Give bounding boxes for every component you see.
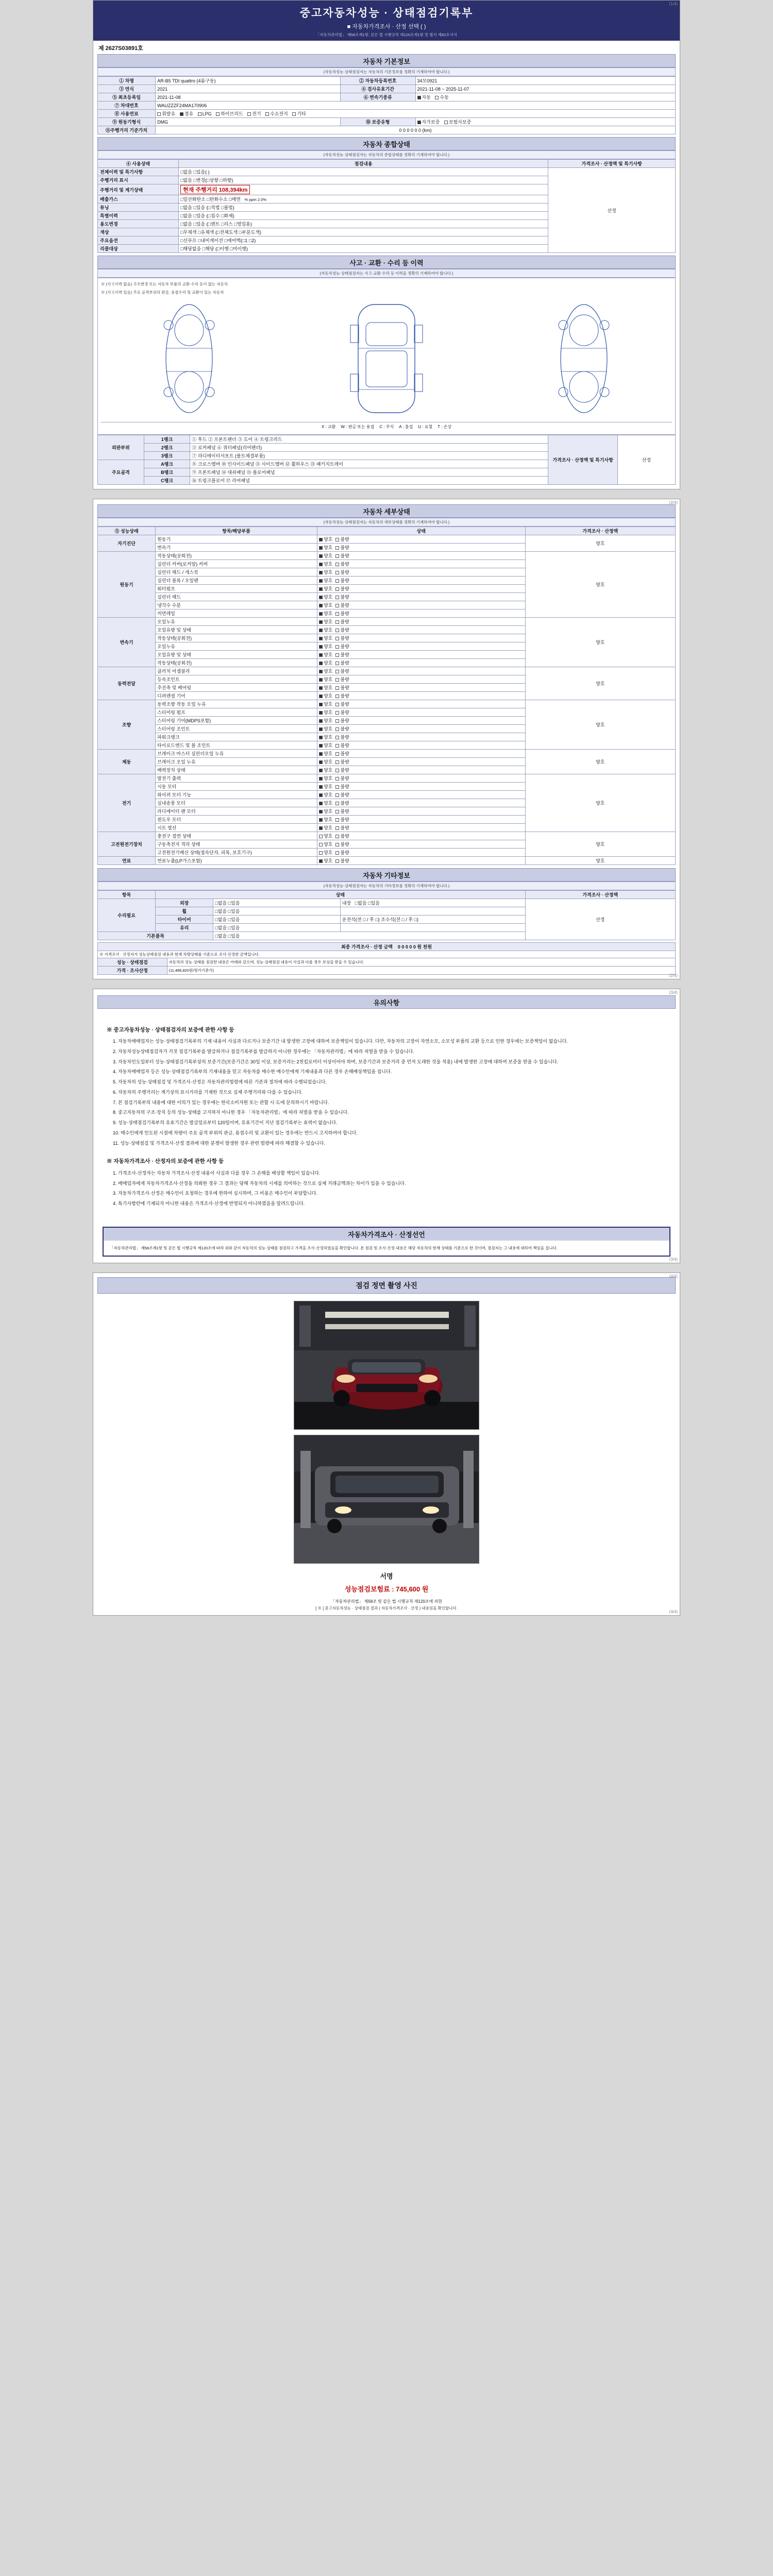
detail-price-hv: 양호 [525, 832, 675, 856]
detail-item-engine-4: 워터펌프 [156, 584, 317, 592]
cell-label-engine: ⑨ 원동기형식 [98, 118, 156, 126]
rank-value-2: ⑤ 로커패널 ⑥ 쿼터패널(리어펜더) [190, 443, 548, 451]
fuel-option-hybrid[interactable]: 하이브리드 [216, 110, 243, 117]
transmission-option-auto[interactable]: 자동 [417, 94, 431, 100]
detail-price-steering: 양호 [525, 700, 675, 749]
document-title: 중고자동차성능 · 상태점검기록부 [299, 7, 474, 19]
inspection-photo-front [294, 1301, 479, 1430]
section-detail-state-sub: (자동차성능·상태점검자는 자동차의 세부상태를 정확히 기재하여야 합니다.) [97, 518, 676, 527]
car-diagram-right-side [545, 299, 623, 418]
cell-label-carname: ① 차명 [98, 77, 156, 85]
fuel-option-lpg[interactable]: LPG [198, 111, 212, 116]
detail-state-engine-7[interactable]: 양호 불량 [317, 609, 525, 617]
rank-value-3: ⑦ 라디에이터서포트 (볼트체결부품) [190, 451, 548, 460]
detail-state-steer-1[interactable]: 양호 불량 [317, 708, 525, 716]
notice-title-1: ※ 중고자동차성능 · 상태점검자의 보증에 관한 사항 등 [107, 1026, 234, 1033]
detail-price-brake: 양호 [525, 749, 675, 774]
detail-state-steer-3[interactable]: 양호 불량 [317, 724, 525, 733]
other-item-glass: 유리 [156, 923, 213, 931]
other-col-content: 상태 [156, 890, 525, 899]
detail-item-elec-2: 와이퍼 모터 기능 [156, 790, 317, 799]
legend-item-a: A : 흠집 [399, 424, 413, 429]
detail-state-steer-0[interactable]: 양호 불량 [317, 700, 525, 708]
cell-label-transmission: ⑥ 변속기종류 [340, 93, 415, 101]
detail-state-steer-5[interactable]: 양호 불량 [317, 741, 525, 749]
cell-label-plate: ② 자동차등록번호 [340, 77, 415, 85]
photo-gallery [93, 1298, 680, 1569]
page4-corner-tag: (4/4) [669, 1274, 678, 1279]
other-value-basic-items[interactable]: □없음 □있음 [213, 931, 525, 940]
page-1 [93, 0, 680, 489]
detail-item-engine-3: 실린더 블록 / 오일팬 [156, 576, 317, 584]
accident-price-label: 가격조사 · 산정액 및 특기사항 [548, 435, 618, 484]
detail-state-drive-0[interactable]: 양호 불량 [317, 667, 525, 675]
detail-item-brake-1: 브레이크 오일 누유 [156, 757, 317, 766]
warranty-option-insurer[interactable]: 보험사보증 [444, 118, 471, 125]
other-group-basic-items: 기본품목 [98, 931, 213, 940]
transmission-option-manual[interactable]: 수동 [435, 94, 448, 100]
final-price-title: 최종 가격조사 · 산정 금액 0 0 0 0 0 원 천원 [98, 942, 676, 951]
detail-state-drive-2[interactable]: 양호 불량 [317, 683, 525, 691]
detail-state-elec-0[interactable]: 양호 불량 [317, 774, 525, 782]
other-item-wheel: 휠 [156, 907, 213, 915]
detail-state-trans-0[interactable]: 양호 불량 [317, 617, 525, 625]
detail-item-engine-0: 작동상태(공회전) [156, 551, 317, 560]
cell-value-transmission [415, 93, 675, 101]
detail-price-fuel: 양호 [525, 856, 675, 865]
detail-state-elec-2[interactable]: 양호 불량 [317, 790, 525, 799]
detail-price-transmission: 양호 [525, 617, 675, 667]
detail-state-elec-4[interactable]: 양호 불량 [317, 807, 525, 815]
declaration-box [103, 1227, 670, 1257]
section-overall-state-header: 자동차 종합상태 [97, 137, 676, 150]
row-value-options[interactable]: □선루프 □내비게이션 □에어백(□1 □2) [178, 236, 548, 245]
fuel-option-hydrogen[interactable]: 수소전지 [265, 110, 288, 117]
detail-item-steer-5: 타이로드엔드 및 볼 조인트 [156, 741, 317, 749]
row-value-odometer-change[interactable]: □없음 □변경(□상향 □하향) [178, 176, 548, 184]
fuel-option-other[interactable]: 기타 [292, 110, 306, 117]
detail-price-engine: 양호 [525, 551, 675, 617]
detail-group-hv: 고전원전기장치 [98, 832, 156, 856]
cell-label-fuel: ⑧ 사용연료 [98, 110, 156, 118]
detail-price-electric: 양호 [525, 774, 675, 832]
row-label-emissions: 배출가스 [98, 195, 179, 204]
detail-state-engine-5[interactable]: 양호 불량 [317, 592, 525, 601]
cell-value-plate: 34모0921 [415, 77, 675, 85]
detail-col-3: 상태 [317, 527, 525, 535]
detail-item-elec-5: 윈도우 모터 [156, 815, 317, 823]
detail-state-trans-3[interactable]: 양호 불량 [317, 642, 525, 650]
row-value-emissions[interactable]: □일산화탄소 □탄화수소 □매연 % ppm 2.0% [178, 195, 548, 204]
detail-item-trans-3: 오일누유 [156, 642, 317, 650]
footer-note-2: [ ※ ] 중고자동차성능 · 상태점검 결과 ( 자동차가격조사 · 산정 ) 내용임을 확인합니다. [315, 1606, 458, 1611]
other-item-tire: 타이어 [156, 915, 213, 923]
detail-state-table [97, 527, 676, 865]
row-label-odometer: 주행거리 및 계기상태 [98, 184, 179, 195]
detail-state-elec-6[interactable]: 양호 불량 [317, 823, 525, 832]
detail-item-steer-0: 동력조향 작동 오일 누유 [156, 700, 317, 708]
damage-legend [101, 422, 672, 431]
notice-item-6: 6. 자동차의 주행거리는 계기상의 표시거리를 기재한 것으로 실제 주행거리와 다를 수 있습니다. [113, 1089, 303, 1095]
row-value-accident-history[interactable]: □없음 □있음( ) [178, 168, 548, 176]
section-basic-info-header: 자동차 기본정보 [97, 54, 676, 67]
detail-state-engine-3[interactable]: 양호 불량 [317, 576, 525, 584]
detail-state-brake-1[interactable]: 양호 불량 [317, 757, 525, 766]
col-header-item: ④ 사용상태 [98, 160, 179, 168]
detail-item-elec-0: 발전기 출력 [156, 774, 317, 782]
cell-value-warranty [415, 118, 675, 126]
detail-item-trans-2: 작동상태(공회전) [156, 634, 317, 642]
section-overall-state-sub: (자동차성능·상태점검자는 자동차의 종합상태를 정확히 기재하여야 합니다.) [97, 150, 676, 159]
cell-label-warranty: ⑩ 보증유형 [340, 118, 415, 126]
fuel-option-gasoline[interactable]: 휘발유 [157, 110, 175, 117]
detail-state-engine-2[interactable]: 양호 불량 [317, 568, 525, 576]
detail-group-engine: 원동기 [98, 551, 156, 617]
document-title-block [93, 1, 680, 41]
detail-item-drive-2: 추진축 및 베어링 [156, 683, 317, 691]
inspection-photo-lift [294, 1435, 479, 1564]
detail-item-brake-0: 브레이크 마스터 실린더오일 누유 [156, 749, 317, 757]
detail-col-4: 가격조사 · 산정액 [525, 527, 675, 535]
cell-label-year: ③ 연식 [98, 85, 156, 93]
declaration-title: 자동차가격조사 · 산정선언 [104, 1228, 669, 1241]
detail-state-brake-0[interactable]: 양호 불량 [317, 749, 525, 757]
cell-value-fuel [156, 110, 676, 118]
final-price-table [97, 942, 676, 975]
notice-item-5: 5. 자동차의 성능·상태점검 및 가격조사·산정은 자동차관리법령에 따른 기준과 절차에 따라 수행되었습니다. [113, 1079, 327, 1085]
page-2 [93, 499, 680, 979]
notice-item-11: 11. 성능·상태점검 및 가격조사·산정 결과에 대한 분쟁이 발생한 경우 관련 법령에 따라 해결할 수 있습니다. [113, 1140, 325, 1146]
detail-item-drive-3: 디퍼렌셜 기어 [156, 691, 317, 700]
row-value-recall[interactable]: □해당없음 □해당 (□이행 □미이행) [178, 245, 548, 253]
detail-item-engine-6: 냉각수 수분 [156, 601, 317, 609]
section-detail-state-header: 자동차 세부상태 [97, 504, 676, 518]
section-accident-header: 사고 · 교환 · 수리 등 이력 [97, 256, 676, 269]
section-accident-sub: (자동차성능·상태점검자는 사고·교환·수리 등 이력을 정확히 기재하여야 합니다.) [97, 269, 676, 278]
detail-item-elec-3: 실내송풍 모터 [156, 799, 317, 807]
detail-state-hv-2[interactable]: 양호 불량 [317, 848, 525, 856]
car-diagram-left-side [150, 299, 228, 418]
detail-state-fuel-0[interactable]: 양호 불량 [317, 856, 525, 865]
other-value-glass-detail[interactable] [340, 923, 525, 931]
detail-col-1: ⑤ 성능상태 [98, 527, 156, 535]
notice-title-2: ※ 자동차가격조사 · 산정자의 보증에 관한 사항 등 [107, 1158, 224, 1165]
panel-rank-table [97, 435, 676, 485]
detail-state-engine-0[interactable]: 양호 불량 [317, 551, 525, 560]
notice-item-4: 4. 자동차매매업자 등은 성능·상태점검기록부의 기재내용을 믿고 자동차를 매수한 매수인에게 기재내용과 다른 경우 손해배상책임을 집니다. [113, 1069, 392, 1075]
detail-item-engine-7: 커먼레일 [156, 609, 317, 617]
legend-item-w: W : 판금 또는 용접 [341, 424, 375, 429]
page4-corner-tag-bottom: (4/4) [669, 1609, 678, 1615]
fuel-option-electric[interactable]: 전기 [247, 110, 261, 117]
detail-state-elec-1[interactable]: 양호 불량 [317, 782, 525, 790]
page2-corner-tag: (2/4) [669, 500, 678, 505]
rank-label-2: 2랭크 [144, 443, 190, 451]
rank-label-a: A랭크 [144, 460, 190, 468]
detail-item-selfdiag-trans: 변속기 [156, 543, 317, 551]
detail-state-steer-2[interactable]: 양호 불량 [317, 716, 525, 724]
final-left-label: 성능 · 상태점검 [98, 958, 167, 966]
document-subtitle: ■ 자동차가격조사 · 산정 선택 ( ) [347, 24, 426, 30]
detail-state-hv-0[interactable]: 양호 불량 [317, 832, 525, 840]
rank-value-1: ① 후드 ② 프론트펜더 ③ 도어 ④ 트렁크리드 [190, 435, 548, 443]
detail-state-brake-2[interactable]: 양호 불량 [317, 766, 525, 774]
detail-item-drive-1: 등속조인트 [156, 675, 317, 683]
car-diagrams [101, 297, 672, 422]
final-left-label-2: 가격 · 조사산정 [98, 966, 167, 974]
section-other-info-header: 자동차 기타정보 [97, 868, 676, 882]
signature-title: 서명 [380, 1572, 393, 1581]
section-other-info-sub: (자동차성능·상태점검자는 자동차의 기타정보를 정확히 기재하여야 합니다.) [97, 882, 676, 890]
cell-label-firstreg: ⑤ 최초등록일 [98, 93, 156, 101]
notice-item-3: 3. 자동차인도일부터 성능·상태점검기록부상의 보증기간(보증기간은 30일 이상, 보증거리는 2천킬로미터 이상이어야 하며, 보증기간과 보증거리 중 먼저 도래한 것을 적용) 내에 발생한 고장에 대하여 보증을 받을 수 있습니다. [113, 1059, 559, 1064]
detail-item-elec-1: 시동 모터 [156, 782, 317, 790]
detail-price-selfdiag: 양호 [525, 535, 675, 551]
other-value-wheel-detail[interactable] [340, 907, 525, 915]
legend-item-t: T : 손상 [438, 424, 452, 429]
detail-state-trans-4[interactable]: 양호 불량 [317, 650, 525, 658]
row-value-special-history[interactable]: □없음 □있음 (□침수 □화재) [178, 212, 548, 220]
detail-item-steer-3: 스티어링 조인트 [156, 724, 317, 733]
cell-value-mileage-std: 0 0 0 0 0 0 (km) [156, 126, 676, 134]
detail-item-engine-1: 실린더 커버(로커암) 커버 [156, 560, 317, 568]
overall-price-note: 산정 [548, 168, 676, 253]
row-label-recall: 리콜대상 [98, 245, 179, 253]
fuel-option-diesel[interactable]: 경유 [180, 110, 193, 117]
detail-state-trans-1[interactable]: 양호 불량 [317, 625, 525, 634]
accident-price-value: 산정 [617, 435, 675, 484]
notice-item-9: 9. 성능·상태점검기록부의 유효기간은 발급일로부터 120일이며, 유효기간이 지난 점검기록부는 효력이 없습니다. [113, 1120, 338, 1126]
rank-label-1: 1랭크 [144, 435, 190, 443]
page-3 [93, 989, 680, 1264]
notice2-item-2: 2. 매매업자에게 자동차가격조사·산정을 의뢰한 경우 그 결과는 당해 자동차의 시세를 의미하는 것으로 실제 거래금액과는 차이가 있을 수 있습니다. [113, 1180, 406, 1186]
notice-body [93, 1013, 680, 1221]
rank-label-3: 3랭크 [144, 451, 190, 460]
other-group-repair: 수리필요 [98, 899, 156, 931]
other-info-table [97, 890, 676, 940]
section-basic-info-sub: (자동차성능·상태점검자는 자동차의 기본정보를 정확히 기재하여야 합니다.) [97, 67, 676, 76]
other-col-blank: 항목 [98, 890, 156, 899]
rank-group-exterior: 외판부위 [98, 435, 144, 460]
rank-value-b: ⑨ 프론트패널 ⑭ 대쉬패널 ⑮ 플로어패널 [190, 468, 548, 476]
other-value-exterior[interactable]: □없음 □있음 [213, 899, 341, 907]
row-label-odometer-change: 주행거리 표시 [98, 176, 179, 184]
col-header-price: 가격조사 · 산정액 및 특기사항 [548, 160, 676, 168]
detail-group-transmission: 변속기 [98, 617, 156, 667]
row-label-tuning: 튜닝 [98, 204, 179, 212]
notice-header: 유의사항 [97, 995, 676, 1009]
warranty-option-self[interactable]: 자가보증 [417, 118, 440, 125]
cell-value-year: 2021 [156, 85, 341, 93]
detail-group-fuel: 연료 [98, 856, 156, 865]
detail-item-trans-1: 오일유량 및 상태 [156, 625, 317, 634]
cell-value-vin: WAUZZZF24MA170906 [156, 101, 676, 110]
document-legal-note: 「자동차관리법」 제58조제1항, 같은 법 시행규칙 제120조제1항 및 별지 제82호서식 [315, 32, 458, 37]
damage-diagram-area [97, 278, 676, 435]
car-diagram-top-view [327, 299, 446, 418]
detail-price-drivetrain: 양호 [525, 667, 675, 700]
detail-col-2: 항목/해당부품 [156, 527, 317, 535]
detail-state-engine-6[interactable]: 양호 불량 [317, 601, 525, 609]
detail-state-drive-1[interactable]: 양호 불량 [317, 675, 525, 683]
other-price-note: 산정 [525, 899, 675, 940]
basic-info-table [97, 76, 676, 134]
detail-item-selfdiag-engine: 원동기 [156, 535, 317, 543]
rank-group-frame: 주요골격 [98, 460, 144, 484]
notice2-item-3: 3. 자동차가격조사·산정은 매수인이 요청하는 경우에 한하여 실시하며, 그 비용은 매수인이 부담합니다. [113, 1191, 317, 1196]
detail-item-hv-0: 충전구 절연 상태 [156, 832, 317, 840]
notice2-item-1: 1. 가격조사·산정자는 자동차 가격조사·산정 내용이 사실과 다를 경우 그 손해를 배상할 책임이 있습니다. [113, 1170, 321, 1176]
detail-item-engine-2: 실린더 헤드 / 개스킷 [156, 568, 317, 576]
detail-state-trans-5[interactable]: 양호 불량 [317, 658, 525, 667]
cell-label-vin: ⑦ 차대번호 [98, 101, 156, 110]
legend-item-c: C : 부식 [379, 424, 394, 429]
row-value-odometer[interactable] [178, 184, 548, 195]
detail-item-fuel-0: 연료누출(LP가스포함) [156, 856, 317, 865]
detail-state-trans-2[interactable]: 양호 불량 [317, 634, 525, 642]
row-value-usage-change[interactable]: □없음 □있음 (□렌트 □리스 □영업용) [178, 220, 548, 228]
detail-state-steer-4[interactable]: 양호 불량 [317, 733, 525, 741]
page-4 [93, 1273, 680, 1616]
cell-value-carname: AR-B5 TDI quattro (4륜구동) [156, 77, 341, 85]
col-header-content: 점검내용 [178, 160, 548, 168]
detail-item-trans-0: 오일누유 [156, 617, 317, 625]
footer-note-1: 「자동차관리법」 제58조 및 같은 법 시행규칙 제120조에 의한 [330, 1599, 443, 1604]
detail-item-elec-4: 라디에이터 팬 모터 [156, 807, 317, 815]
detail-state-engine-1[interactable]: 양호 불량 [317, 560, 525, 568]
detail-item-steer-2: 스티어링 기어(MDPS포함) [156, 716, 317, 724]
row-label-options: 주요옵션 [98, 236, 179, 245]
other-value-tire-detail[interactable]: 운전석(전 □ / 후 □) 조수석(전 □ / 후 □) [340, 915, 525, 923]
row-label-usage-change: 용도변경 [98, 220, 179, 228]
cell-value-inspection: 2021-11-08 ~ 2025-11-07 [415, 85, 675, 93]
odometer-value: 현재 주행거리 108,394km [180, 185, 250, 194]
page3-corner-tag: (3/4) [669, 990, 678, 995]
row-value-tuning[interactable]: □없음 □있음 (□적법 □불법) [178, 204, 548, 212]
legend-item-x: X : 교환 [321, 424, 336, 429]
detail-state-hv-1[interactable]: 양호 불량 [317, 840, 525, 848]
page3-corner-tag-bottom: (3/4) [669, 1257, 678, 1262]
overall-state-table [97, 159, 676, 253]
detail-state-drive-3[interactable]: 양호 불량 [317, 691, 525, 700]
notice-item-8: 8. 중고자동차의 구조·장치 등의 성능·상태를 고지하지 아니한 경우 「자동차관리법」에 따라 처벌을 받을 수 있습니다. [113, 1110, 349, 1115]
declaration-body: 「자동차관리법」 제58조제1항 및 같은 법 시행규칙 제120조에 따라 위와 같이 자동차의 성능·상태를 점검하고 가격을 조사·산정하였음을 확인합니다. 본 점검 및 조사·산정 내용은 해당 자동차의 현재 상태를 기준으로 한 것이며, 점검자는 그 내용에 대하여 책임을 집니다. [110, 1245, 558, 1250]
row-value-color[interactable]: □무채색 □유채색 (□전체도색 □부분도색) [178, 228, 548, 236]
final-left-value-2: (11,486,820원/평가기준가) [167, 966, 675, 974]
rank-value-a: ⑧ 크로스멤버 ⑩ 인사이드패널 ⑪ 사이드멤버 ⑫ 휠하우스 ⑬ 패키지트레이 [190, 460, 548, 468]
final-left-value: 자동차의 성능·상태를 점검한 내용은 아래와 같으며, 성능·상태점검 내용이 사실과 다를 경우 보상을 받을 수 있습니다. [167, 958, 675, 966]
notice-item-7: 7. 본 점검기록부의 내용에 대한 이의가 있는 경우에는 한국소비자원 또는 관할 시·도에 문의하시기 바랍니다. [113, 1099, 329, 1105]
diagram-note-2: ※ (사고이력 있음) 주요 골격부위의 판금, 용접수리 및 교환이 있는 자동차 [101, 290, 224, 295]
document-number: 제 2627S03891호 [98, 45, 143, 52]
detail-group-drivetrain: 동력전달 [98, 667, 156, 700]
other-value-interior[interactable]: 내장 □없음 □있음 [340, 899, 525, 907]
notice-item-2: 2. 자동차성능상태점검자가 거짓 점검기록부를 발급하거나 점검기록부를 발급하지 아니한 경우에는 「자동차관리법」에 따라 처벌을 받을 수 있습니다. [113, 1048, 414, 1054]
other-col-price: 가격조사 · 산정액 [525, 890, 675, 899]
detail-item-drive-0: 클러치 어셈블리 [156, 667, 317, 675]
inspection-fee: 성능점검보험료 : 745,600 원 [344, 1585, 429, 1594]
notice-item-10: 10. 매수인에게 인도된 시점에 차량이 주요 골격 부위의 판금, 용접수리 및 교환이 있는 경우에는 반드시 고지하여야 합니다. [113, 1130, 358, 1136]
detail-item-elec-6: 시트 열선 [156, 823, 317, 832]
diagram-note-1: ※ (사고이력 없음) 구조변경 또는 자동차 부품의 교환·수리 등이 없는 자동차 [101, 282, 228, 287]
cell-label-mileage-std: ⑪주행거리 기준가치 [98, 126, 156, 134]
detail-state-engine-4[interactable]: 양호 불량 [317, 584, 525, 592]
detail-state-elec-5[interactable]: 양호 불량 [317, 815, 525, 823]
final-price-note: ※ 가격조사 · 산정자가 성능상태점검 내용과 현재 차량상태를 기준으로 조사·산정한 금액입니다. [98, 951, 676, 958]
detail-item-engine-5: 실린더 헤드 [156, 592, 317, 601]
detail-item-hv-2: 고전원전기배선 상태(접속단자, 피복, 보호기구) [156, 848, 317, 856]
detail-state-elec-3[interactable]: 양호 불량 [317, 799, 525, 807]
detail-item-steer-4: 파워크랭크 [156, 733, 317, 741]
other-value-wheel[interactable]: □없음 □있음 [213, 907, 341, 915]
detail-item-trans-5: 작동상태(공회전) [156, 658, 317, 667]
cell-label-inspection: ④ 검사유효기간 [340, 85, 415, 93]
page2-corner-tag-bottom: (2/4) [669, 973, 678, 978]
cell-value-engine: DMG [156, 118, 341, 126]
rank-label-b: B랭크 [144, 468, 190, 476]
cell-value-firstreg: 2021-11-08 [156, 93, 341, 101]
row-label-special-history: 특별이력 [98, 212, 179, 220]
rank-label-c: C랭크 [144, 476, 190, 484]
legend-item-u: U : 요철 [418, 424, 433, 429]
page-corner-tag: (1/4) [669, 2, 678, 6]
notice-item-1: 1. 자동차매매업자는 성능·상태점검기록부의 기재 내용이 사실과 다르거나 보증기간 내 발생한 고장에 대하여 보증책임이 있습니다. 다만, 자동차의 고장이 자연소모, 소모성 부품의 교환 등으로 인한 경우에는 보증책임이 없습니다. [113, 1039, 568, 1044]
detail-group-brake: 제동 [98, 749, 156, 774]
row-label-accident-history: 전체이력 및 특기사항 [98, 168, 179, 176]
detail-state-selfdiag-engine[interactable]: 양호 불량 [317, 535, 525, 543]
detail-item-brake-2: 배력장치 상태 [156, 766, 317, 774]
detail-group-steering: 조향 [98, 700, 156, 749]
detail-state-selfdiag-trans[interactable]: 양호 불량 [317, 543, 525, 551]
detail-item-steer-1: 스티어링 펌프 [156, 708, 317, 716]
detail-item-trans-4: 오일유량 및 상태 [156, 650, 317, 658]
other-item-exterior: 외장 [156, 899, 213, 907]
other-value-tire[interactable]: □없음 □있음 [213, 915, 341, 923]
photos-header: 점검 정면 촬영 사진 [97, 1277, 676, 1294]
row-label-color: 색상 [98, 228, 179, 236]
detail-group-electric: 전기 [98, 774, 156, 832]
other-value-glass[interactable]: □없음 □있음 [213, 923, 341, 931]
detail-item-hv-1: 구동축전지 격리 상태 [156, 840, 317, 848]
rank-value-c: ⑯ 트렁크플로어 ⑰ 리어패널 [190, 476, 548, 484]
notice2-item-4: 4. 특기사항란에 기재되지 아니한 내용은 가격조사·산정에 반영되지 아니하였음을 알려드립니다. [113, 1201, 305, 1206]
detail-group-selfdiag: 자기진단 [98, 535, 156, 551]
